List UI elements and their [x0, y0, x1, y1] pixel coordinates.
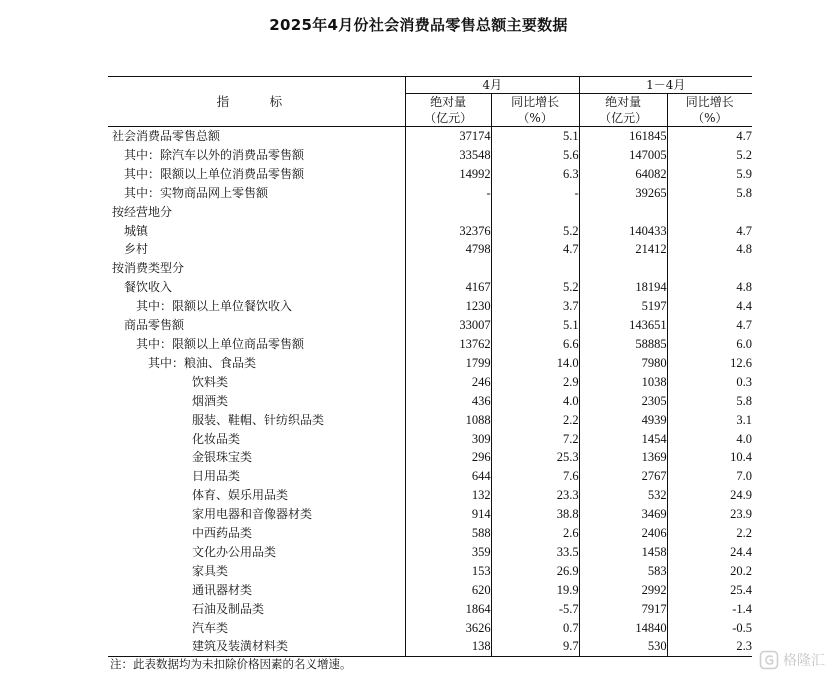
ytd-yoy-cell: 5.9	[667, 165, 752, 184]
ytd-abs-cell: 3469	[579, 505, 667, 524]
ytd-abs-cell: 147005	[579, 146, 667, 165]
ytd-abs-cell: 39265	[579, 184, 667, 203]
month-abs-cell: 33548	[405, 146, 491, 165]
ytd-abs-cell: 1458	[579, 543, 667, 562]
ytd-abs-cell: 1369	[579, 448, 667, 467]
ytd-yoy-cell: -0.5	[667, 619, 752, 638]
row-label: 按消费类型分	[112, 261, 185, 276]
ytd-yoy-cell: 5.8	[667, 392, 752, 411]
month-abs-cell: 309	[405, 430, 491, 449]
month-abs-cell: 32376	[405, 222, 491, 241]
table-row	[108, 373, 752, 392]
month-abs-unit: （亿元）	[405, 110, 491, 127]
table-row	[108, 335, 752, 354]
month-yoy-cell: 0.7	[491, 619, 579, 638]
ytd-abs-unit: （亿元）	[579, 110, 667, 127]
month-yoy-cell: 5.6	[491, 146, 579, 165]
table-row	[108, 278, 752, 297]
row-label: 日用品类	[192, 469, 241, 484]
month-yoy-cell: 6.3	[491, 165, 579, 184]
ytd-abs-cell: 58885	[579, 335, 667, 354]
ytd-abs-cell: 5197	[579, 297, 667, 316]
row-label: 中西药品类	[192, 526, 253, 541]
ytd-abs-cell: 2305	[579, 392, 667, 411]
ytd-yoy-unit: （%）	[667, 110, 752, 127]
table-row	[108, 354, 752, 373]
month-abs-cell: 1230	[405, 297, 491, 316]
ytd-yoy-cell: 4.7	[667, 127, 752, 146]
row-label: 按经营地分	[112, 204, 173, 219]
ytd-yoy-cell: 23.9	[667, 505, 752, 524]
month-yoy-cell	[491, 259, 579, 278]
watermark	[759, 648, 831, 672]
ytd-yoy-cell: 24.9	[667, 486, 752, 505]
month-yoy-cell: 5.2	[491, 278, 579, 297]
table-row	[108, 184, 752, 203]
ytd-yoy-cell: 7.0	[667, 467, 752, 486]
month-abs-header: 绝对量	[405, 94, 491, 111]
month-yoy-cell: 23.3	[491, 486, 579, 505]
table-row	[108, 203, 752, 222]
ytd-abs-cell: 161845	[579, 127, 667, 146]
ytd-yoy-cell: 5.2	[667, 146, 752, 165]
month-yoy-header: 同比增长	[491, 94, 579, 111]
table-row	[108, 581, 752, 600]
month-yoy-cell: 38.8	[491, 505, 579, 524]
table-row	[108, 165, 752, 184]
ytd-abs-cell: 18194	[579, 278, 667, 297]
ytd-yoy-header: 同比增长	[667, 94, 752, 111]
month-yoy-unit: （%）	[491, 110, 579, 127]
ytd-yoy-cell: 6.0	[667, 335, 752, 354]
row-label: 乡村	[124, 242, 149, 257]
row-label: 饮料类	[192, 374, 229, 389]
row-label: 其中：除汽车以外的消费品零售额	[124, 147, 305, 162]
month-abs-cell: 4798	[405, 240, 491, 259]
month-yoy-cell: 4.0	[491, 392, 579, 411]
table-row	[108, 467, 752, 486]
ytd-abs-cell: 64082	[579, 165, 667, 184]
ytd-abs-cell: 532	[579, 486, 667, 505]
table-row	[108, 127, 752, 146]
month-yoy-cell: 3.7	[491, 297, 579, 316]
table-row	[108, 448, 752, 467]
watermark-text: 格隆汇	[783, 653, 825, 669]
table-row	[108, 619, 752, 638]
ytd-abs-cell: 7917	[579, 600, 667, 619]
ytd-yoy-cell: 25.4	[667, 581, 752, 600]
table-row	[108, 316, 752, 335]
row-label: 其中：粮油、食品类	[148, 355, 257, 370]
ytd-abs-cell: 2992	[579, 581, 667, 600]
ytd-abs-cell: 583	[579, 562, 667, 581]
month-abs-cell: 4167	[405, 278, 491, 297]
ytd-abs-header: 绝对量	[579, 94, 667, 111]
row-label: 通讯器材类	[192, 582, 253, 597]
row-label: 其中：限额以上单位餐饮收入	[136, 299, 293, 314]
table-row	[108, 240, 752, 259]
ytd-abs-cell: 7980	[579, 354, 667, 373]
month-yoy-cell: -	[491, 184, 579, 203]
month-yoy-cell: 5.1	[491, 316, 579, 335]
table-row	[108, 637, 752, 656]
ytd-yoy-cell: 0.3	[667, 373, 752, 392]
ytd-yoy-cell: 20.2	[667, 562, 752, 581]
month-yoy-cell: -5.7	[491, 600, 579, 619]
row-label: 化妆品类	[192, 431, 241, 446]
ytd-abs-cell: 1038	[579, 373, 667, 392]
page-title: 2025年4月份社会消费品零售总额主要数据	[269, 16, 568, 34]
table-row	[108, 146, 752, 165]
ytd-abs-cell: 140433	[579, 222, 667, 241]
row-label: 餐饮收入	[124, 280, 173, 295]
row-label: 体育、娱乐用品类	[192, 488, 289, 503]
month-abs-cell: 132	[405, 486, 491, 505]
ytd-yoy-cell: 4.0	[667, 430, 752, 449]
table-row	[108, 543, 752, 562]
table-row	[108, 297, 752, 316]
row-label: 社会消费品零售总额	[112, 129, 221, 143]
month-header: 4月	[405, 77, 579, 94]
month-yoy-cell: 14.0	[491, 354, 579, 373]
table-row	[108, 486, 752, 505]
ytd-yoy-cell: 4.8	[667, 278, 752, 297]
ytd-yoy-cell: 24.4	[667, 543, 752, 562]
month-abs-cell: 1088	[405, 411, 491, 430]
row-label: 城镇	[124, 223, 149, 238]
table-row	[108, 259, 752, 278]
month-yoy-cell: 5.2	[491, 222, 579, 241]
table-row	[108, 411, 752, 430]
month-abs-cell: 359	[405, 543, 491, 562]
month-abs-cell: 914	[405, 505, 491, 524]
month-yoy-cell	[491, 203, 579, 222]
ytd-abs-cell	[579, 259, 667, 278]
month-abs-cell	[405, 259, 491, 278]
table-header	[108, 77, 752, 127]
month-yoy-cell: 2.6	[491, 524, 579, 543]
ytd-yoy-cell: 5.8	[667, 184, 752, 203]
ytd-abs-cell: 14840	[579, 619, 667, 638]
table-row	[108, 430, 752, 449]
row-label: 家具类	[192, 563, 229, 578]
month-abs-cell: 588	[405, 524, 491, 543]
ytd-yoy-cell: -1.4	[667, 600, 752, 619]
ytd-abs-cell: 143651	[579, 316, 667, 335]
row-label: 烟酒类	[192, 393, 229, 408]
ytd-yoy-cell: 12.6	[667, 354, 752, 373]
ytd-yoy-cell	[667, 259, 752, 278]
month-abs-cell: 153	[405, 562, 491, 581]
month-yoy-cell: 7.2	[491, 430, 579, 449]
month-abs-cell: 246	[405, 373, 491, 392]
month-abs-cell: 1799	[405, 354, 491, 373]
month-yoy-cell: 19.9	[491, 581, 579, 600]
watermark-logo-icon	[759, 650, 779, 670]
row-label: 其中：限额以上单位商品零售额	[136, 336, 305, 351]
month-abs-cell: 296	[405, 448, 491, 467]
footnote: 注：此表数据均为未扣除价格因素的名义增速。	[110, 657, 352, 671]
ytd-abs-cell: 4939	[579, 411, 667, 430]
month-yoy-cell: 9.7	[491, 637, 579, 656]
month-abs-cell: 138	[405, 637, 491, 656]
month-yoy-cell: 7.6	[491, 467, 579, 486]
ytd-yoy-cell: 2.2	[667, 524, 752, 543]
row-label: 石油及制品类	[192, 601, 265, 616]
row-label: 服装、鞋帽、针纺织品类	[192, 412, 325, 427]
ytd-yoy-cell: 4.8	[667, 240, 752, 259]
month-yoy-cell: 6.6	[491, 335, 579, 354]
table-body	[108, 127, 752, 657]
table-row	[108, 392, 752, 411]
ytd-yoy-cell: 4.7	[667, 222, 752, 241]
ytd-abs-cell: 1454	[579, 430, 667, 449]
month-yoy-cell: 33.5	[491, 543, 579, 562]
row-label: 建筑及装潢材料类	[108, 637, 405, 656]
row-label: 金银珠宝类	[192, 450, 253, 465]
ytd-header: 1－4月	[579, 77, 752, 94]
ytd-abs-cell	[579, 203, 667, 222]
month-abs-cell: 3626	[405, 619, 491, 638]
ytd-yoy-cell: 4.7	[667, 316, 752, 335]
table-row	[108, 505, 752, 524]
row-label: 家用电器和音像器材类	[192, 507, 313, 522]
retail-sales-table	[108, 76, 752, 657]
month-abs-cell	[405, 203, 491, 222]
month-abs-cell: 33007	[405, 316, 491, 335]
ytd-yoy-cell	[667, 203, 752, 222]
month-abs-cell: 14992	[405, 165, 491, 184]
month-yoy-cell: 26.9	[491, 562, 579, 581]
table-row	[108, 222, 752, 241]
month-abs-cell: -	[405, 184, 491, 203]
table-row	[108, 524, 752, 543]
ytd-yoy-cell: 10.4	[667, 448, 752, 467]
ytd-abs-cell: 2767	[579, 467, 667, 486]
ytd-yoy-cell: 4.4	[667, 297, 752, 316]
indicator-header: 指 标	[108, 77, 405, 127]
row-label: 其中：限额以上单位消费品零售额	[124, 166, 305, 181]
ytd-abs-cell: 530	[579, 637, 667, 656]
row-label: 商品零售额	[124, 318, 185, 333]
month-yoy-cell: 4.7	[491, 240, 579, 259]
month-abs-cell: 436	[405, 392, 491, 411]
month-yoy-cell: 2.9	[491, 373, 579, 392]
ytd-abs-cell: 2406	[579, 524, 667, 543]
month-yoy-cell: 5.1	[491, 127, 579, 146]
row-label: 其中：实物商品网上零售额	[124, 185, 269, 200]
month-abs-cell: 1864	[405, 600, 491, 619]
table-row	[108, 600, 752, 619]
ytd-yoy-cell: 3.1	[667, 411, 752, 430]
ytd-abs-cell: 21412	[579, 240, 667, 259]
row-label: 文化办公用品类	[192, 544, 277, 559]
month-abs-cell: 620	[405, 581, 491, 600]
month-abs-cell: 13762	[405, 335, 491, 354]
month-abs-cell: 37174	[405, 127, 491, 146]
row-label: 汽车类	[192, 620, 229, 635]
month-yoy-cell: 25.3	[491, 448, 579, 467]
month-abs-cell: 644	[405, 467, 491, 486]
table-row	[108, 562, 752, 581]
ytd-yoy-cell: 2.3	[667, 637, 752, 656]
month-yoy-cell: 2.2	[491, 411, 579, 430]
